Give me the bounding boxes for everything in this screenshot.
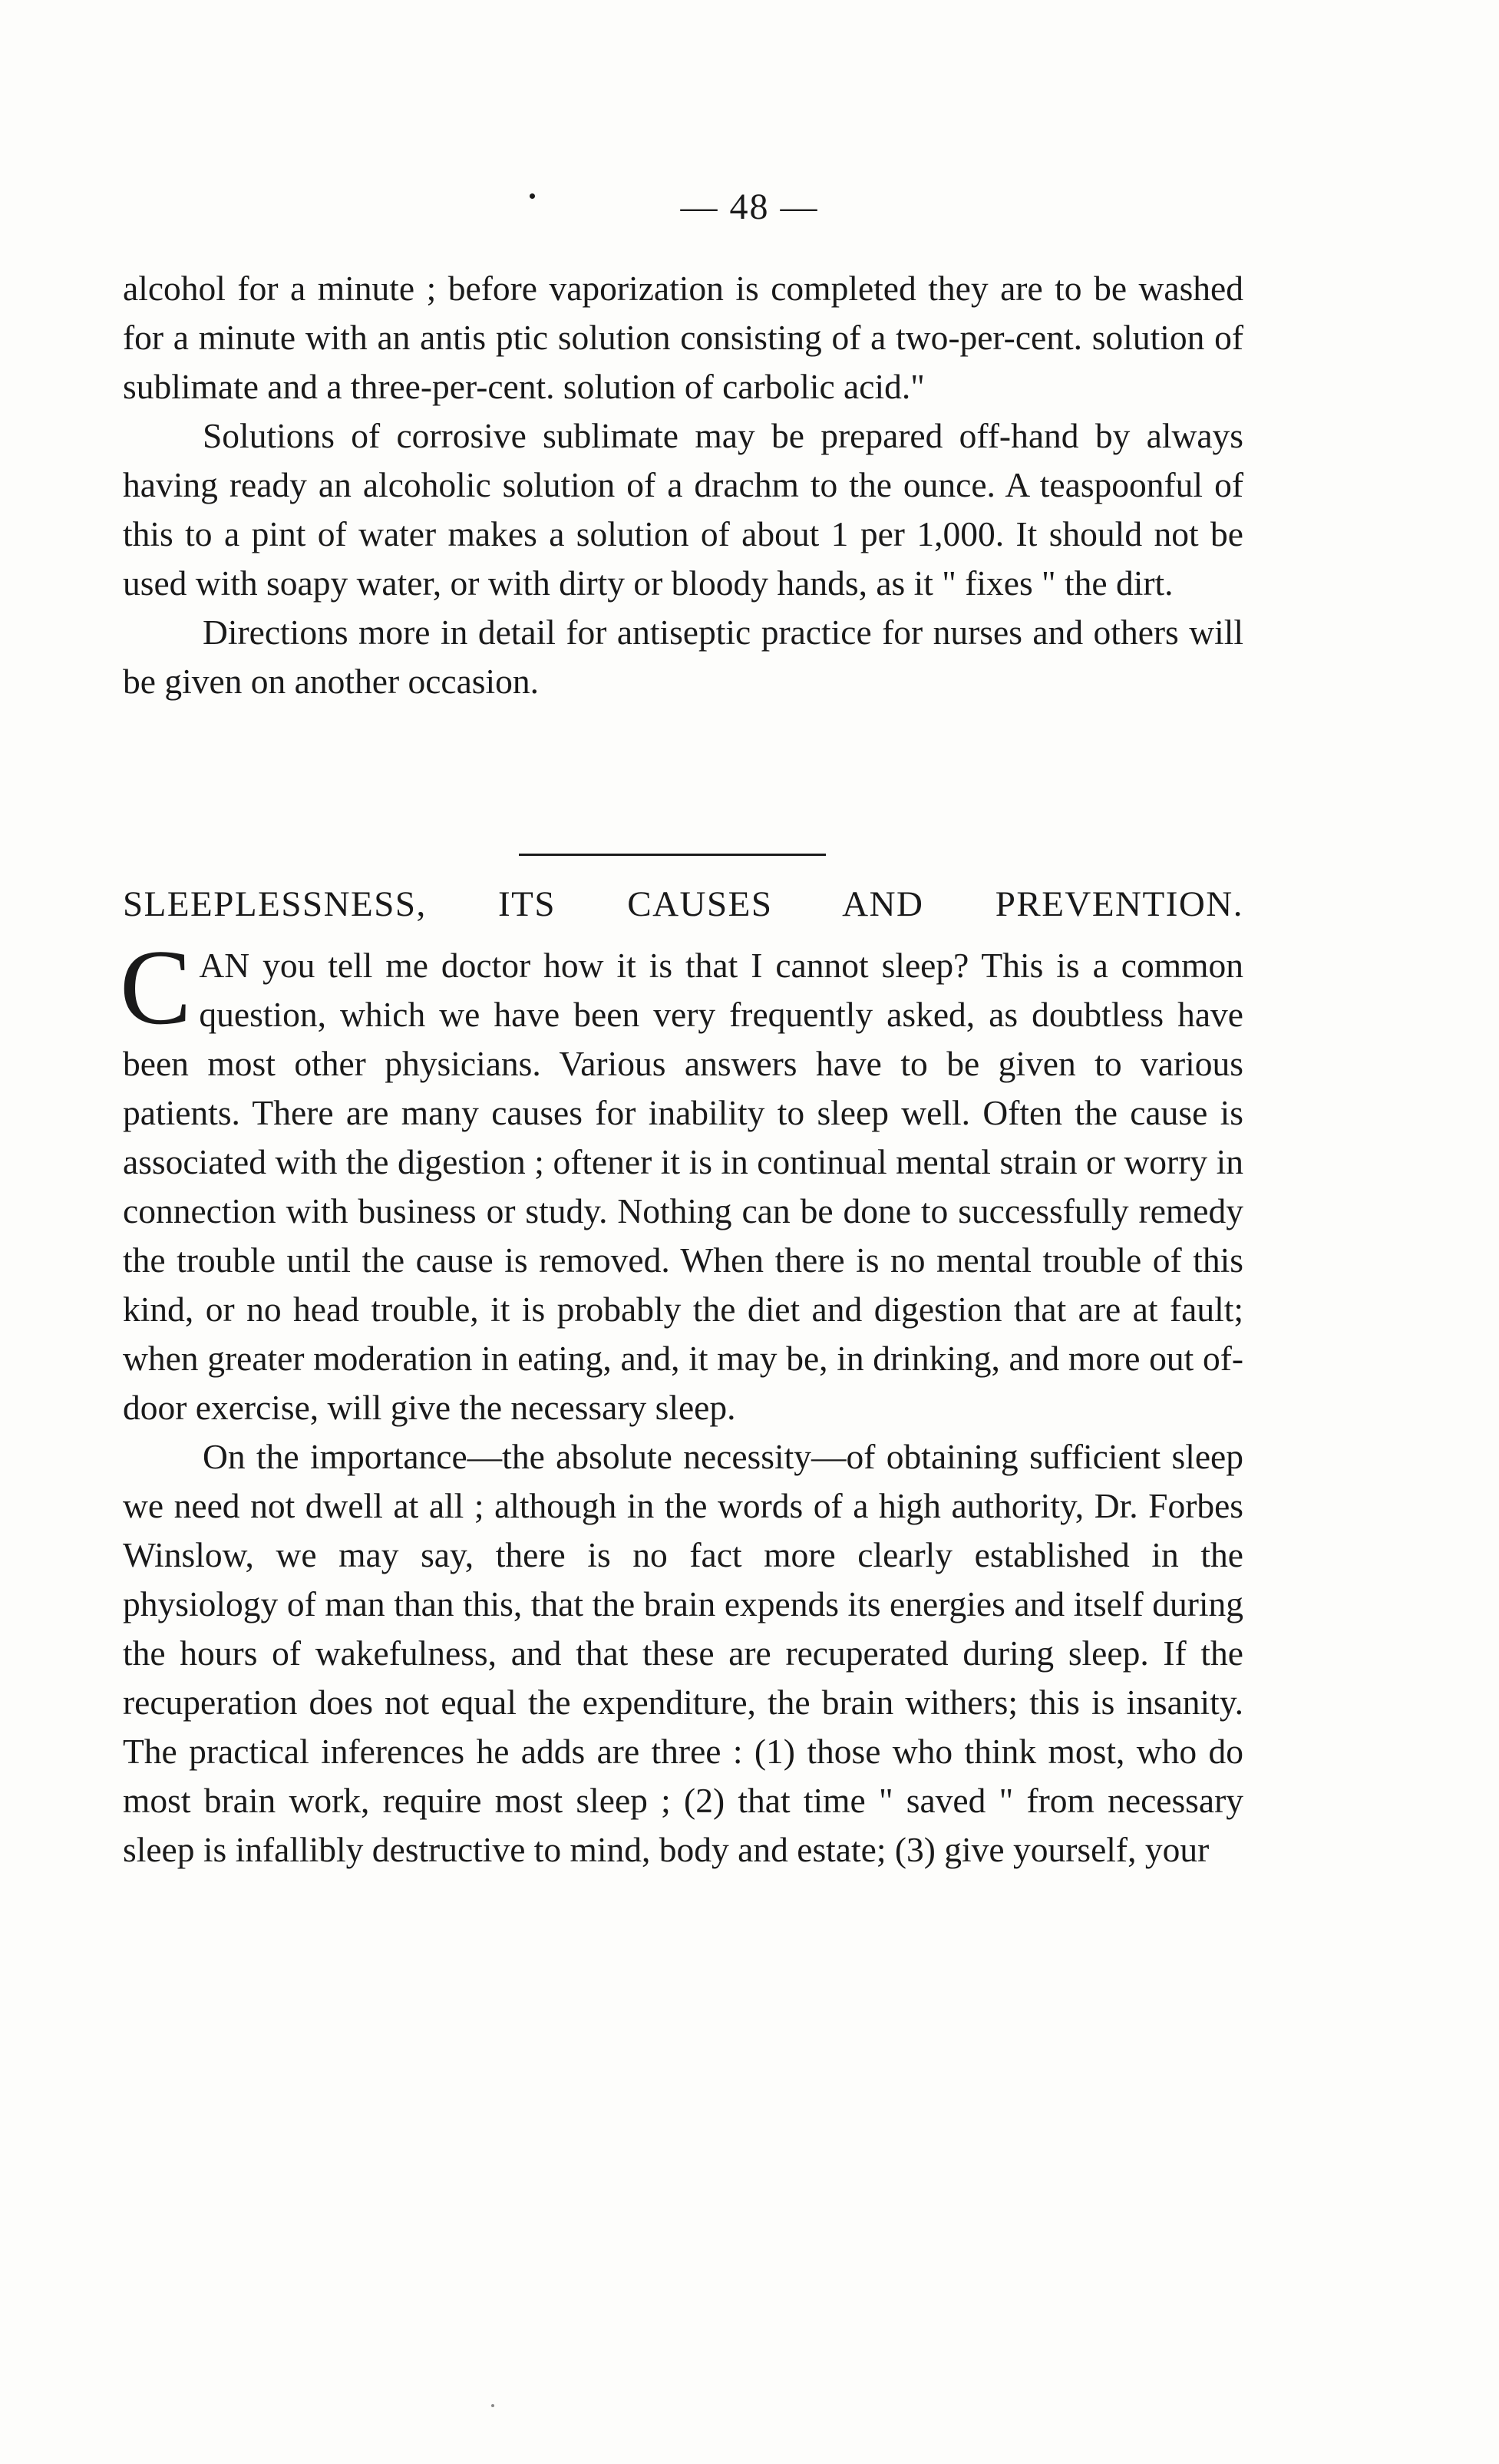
continuation-paragraph: alcohol for a minute ; before vaporization is completed they are to be washed for a minute with an antis ptic solution consisting of a two-per-cent. solution of sublimate and a three-per-cent. solution of carbolic acid." <box>123 269 1243 406</box>
page-bottom-speck <box>491 2404 494 2407</box>
drop-cap: C <box>120 928 192 1047</box>
sublimate-paragraph: Solutions of corrosive sublimate may be prepared off-hand by always having ready an alcoholic solution of a drachm to the ounce. A teaspoonful of this to a pint of water makes a solution of about 1 per 1,000. It should not be used with soapy water, or with dirty or bloody hands, as it " fixes " the dirt. <box>123 416 1243 603</box>
section-heading: SLEEPLESSNESS, ITS CAUSES AND PREVENTION. <box>123 884 1243 924</box>
top-text-block <box>123 264 1243 706</box>
importance-paragraph: On the importance—the absolute necessity—of obtaining sufficient sleep we need not dwell at all ; although in the words of a high authority, Dr. Forbes Winslow, we may say, there is no fact more clearly established in the physiology of man than this, that the brain expends its energies and itself during the hours of wakefulness, and that these are recuperated during sleep. If the recuperation does not equal the expenditure, the brain withers; this is insanity. The practical inferences he adds are three : (1) those who think most, who do most brain work, require most sleep ; (2) that time " saved " from necessary sleep is infallibly destructive to mind, body and estate; (3) give yourself, your <box>123 1437 1243 1869</box>
section-body <box>120 928 1243 1874</box>
page-number: — 48 — <box>680 187 819 227</box>
directions-paragraph: Directions more in detail for antiseptic practice for nurses and others will be given on another occasion. <box>123 613 1243 701</box>
section-separator-rule <box>519 854 826 856</box>
opening-paragraph-text: AN you tell me doctor how it is that I cannot sleep? This is a common question, which we have been very frequently asked, as doubtless have been most other physicians. Various answers have to be given to various patients. There are many causes for inability to sleep well. Often the cause is associated with the digestion ; oftener it is in continual mental strain or worry in connection with business or study. Nothing can be done to successfully remedy the trouble until the cause is removed. When there is no mental trouble of this kind, or no head trouble, it is probably the diet and digestion that are at fault; when greater moderation in eating, and, it may be, in drinking, and more out of-door exercise, will give the necessary sleep. <box>123 946 1243 1427</box>
opening-paragraph <box>120 928 1243 1432</box>
